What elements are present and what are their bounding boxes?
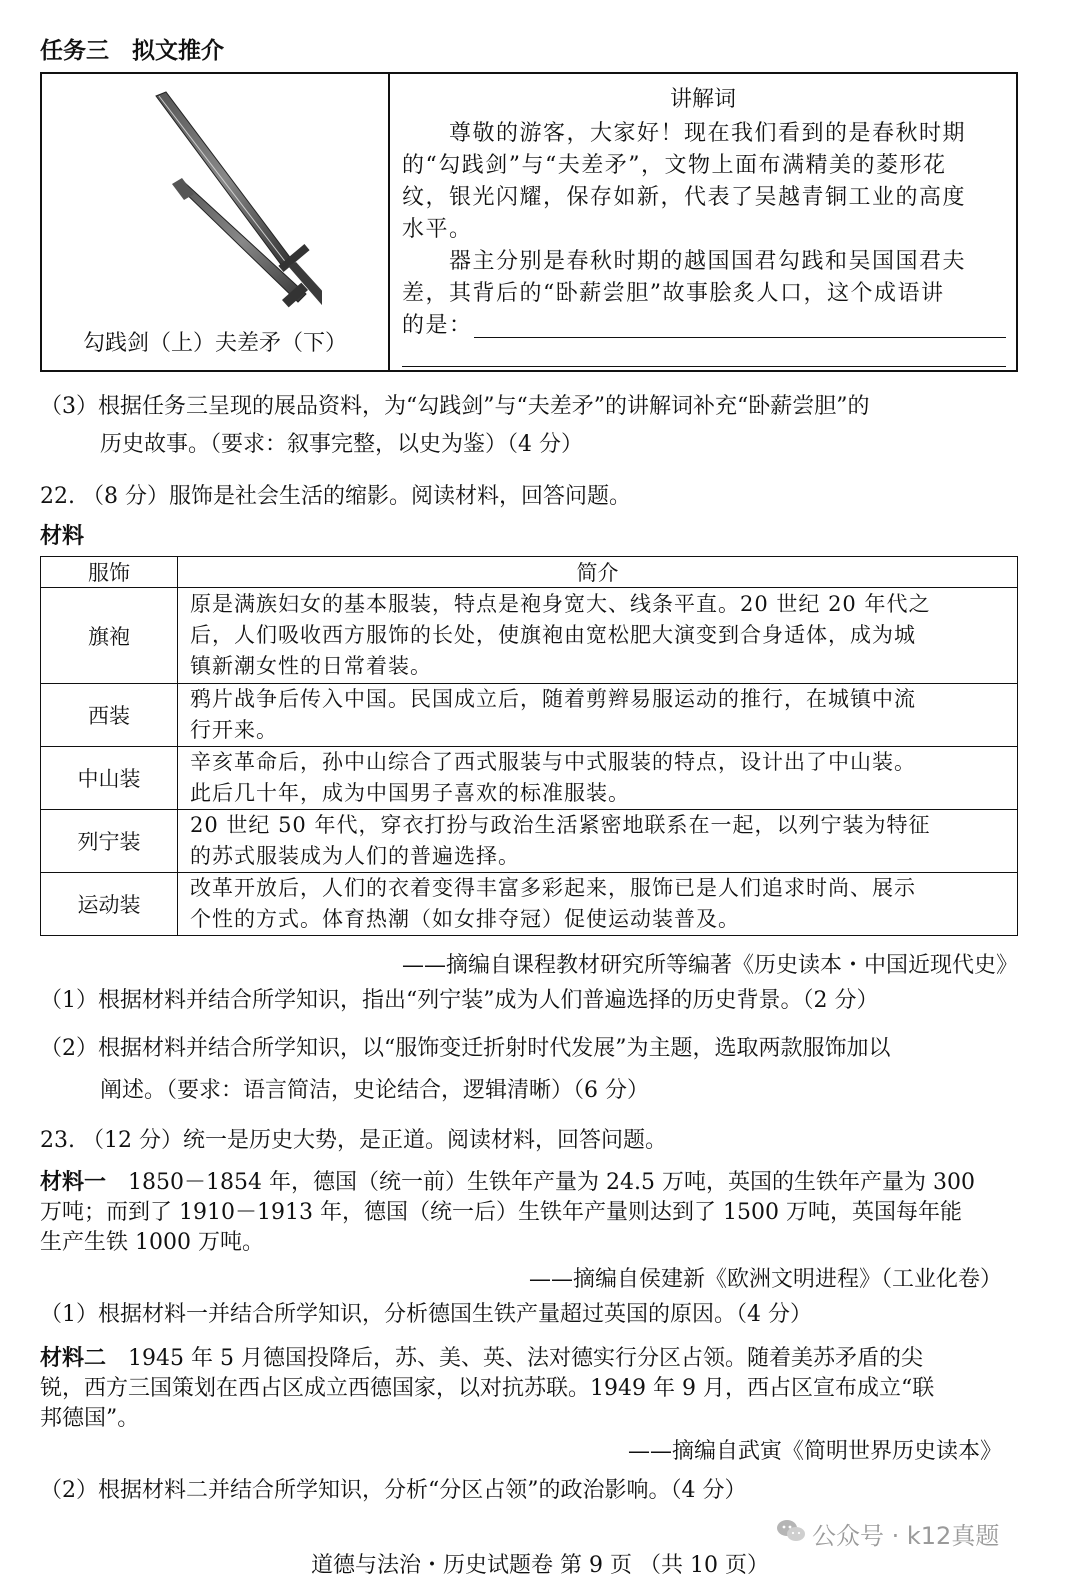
q23-material1-source: ——摘编自侯建新《欧洲文明进程》（工业化卷）	[528, 1267, 1002, 1292]
speech-line: 器主分别是春秋时期的越国国君勾践和吴国国君夫	[402, 249, 967, 274]
speech-line: 尊敬的游客，大家好！现在我们看到的是春秋时期	[402, 121, 967, 146]
wechat-icon	[776, 1518, 806, 1544]
column-header: 服饰	[41, 557, 178, 588]
task3-heading: 任务三 拟文推介	[40, 38, 224, 64]
desc-line: 行开来。	[190, 718, 278, 742]
speech-line: 水平。	[402, 217, 473, 242]
q22-stem: 22. （8 分）服饰是社会生活的缩影。阅读材料，回答问题。	[40, 484, 631, 509]
q23-material1-line1	[40, 1168, 975, 1198]
desc-line: 此后几十年，成为中国男子喜欢的标准服装。	[190, 781, 630, 805]
speech-title: 讲解词	[669, 87, 736, 112]
table-row	[41, 810, 1018, 873]
clothing-name: 中山装	[41, 747, 178, 810]
speech-line: 的“勾践剑”与“夫差矛”，文物上面布满精美的菱形花	[402, 153, 947, 178]
q21-sub3-line1: （3）根据任务三呈现的展品资料，为“勾践剑”与“夫差矛”的讲解词补充“卧薪尝胆”的	[40, 394, 870, 419]
clothing-name: 运动装	[41, 873, 178, 936]
material1-text: 1850－1854 年，德国（统一前）生铁年产量为 24.5 万吨，英国的生铁年产量为 300	[106, 1170, 975, 1195]
q23-material2-line2: 锐，西方三国策划在西占区成立西德国家，以对抗苏联。1949 年 9 月，西占区宣布成立“联	[40, 1376, 935, 1401]
page-footer: 道德与法治・历史试题卷 第 9 页 （共 10 页）	[311, 1553, 769, 1578]
q22-sub2-line2: 阐述。（要求：语言简洁，史论结合，逻辑清晰）（6 分）	[100, 1078, 649, 1103]
desc-line: 改革开放后，人们的衣着变得丰富多彩起来，服饰已是人们追求时尚、展示	[190, 876, 916, 900]
desc-line: 辛亥革命后，孙中山综合了西式服装与中式服装的特点，设计出了中山装。	[190, 750, 916, 774]
desc-line: 的苏式服装成为人们的普遍选择。	[190, 844, 520, 868]
q23-material2-line1	[40, 1344, 923, 1374]
q22-source: ——摘编自课程教材研究所等编著《历史读本・中国近现代史》	[401, 953, 1018, 978]
q22-sub1: （1）根据材料并结合所学知识，指出“列宁装”成为人们普遍选择的历史背景。（2 分）	[40, 988, 879, 1013]
q23-material1-line2: 万吨；而到了 1910－1913 年，德国（统一后）生铁年产量则达到了 1500 万吨，英国每年能	[40, 1200, 962, 1225]
q21-sub3-line2: 历史故事。（要求：叙事完整，以史为鉴）（4 分）	[100, 432, 583, 457]
q23-stem: 23. （12 分）统一是历史大势，是正道。阅读材料，回答问题。	[40, 1128, 667, 1153]
clothing-desc	[178, 873, 1018, 936]
speech-line: 差，其背后的“卧薪尝胆”故事脍炙人口，这个成语讲	[402, 281, 945, 306]
desc-line: 原是满族妇女的基本服装，特点是袍身宽大、线条平直。20 世纪 20 年代之	[190, 592, 931, 616]
q23-sub2: （2）根据材料二并结合所学知识，分析“分区占领”的政治影响。（4 分）	[40, 1478, 747, 1503]
clothing-desc	[178, 747, 1018, 810]
desc-line: 后，人们吸收西方服饰的长处，使旗袍由宽松肥大演变到合身适体，成为城	[190, 623, 916, 647]
clothing-name: 列宁装	[41, 810, 178, 873]
speech-line: 的是：	[402, 313, 473, 338]
clothing-name: 旗袍	[41, 588, 178, 684]
watermark-text: 公众号 · k12真题	[812, 1522, 1000, 1550]
desc-line: 镇新潮女性的日常着装。	[190, 654, 432, 678]
answer-blank-line[interactable]	[402, 366, 1006, 367]
table-row	[41, 588, 1018, 684]
column-header: 简介	[178, 557, 1018, 588]
clothing-name: 西装	[41, 684, 178, 747]
desc-line: 个性的方式。体育热潮（如女排夺冠）促使运动装普及。	[190, 907, 740, 931]
q23-material1-line3: 生产生铁 1000 万吨。	[40, 1230, 264, 1255]
material-label: 材料	[40, 524, 85, 549]
material1-label: 材料一	[40, 1170, 107, 1195]
clothing-desc	[178, 810, 1018, 873]
task3-table	[40, 72, 1018, 372]
q23-material2-line3: 邦德国”。	[40, 1406, 140, 1431]
material2-text: 1945 年 5 月德国投降后，苏、美、英、法对德实行分区占领。随着美苏矛盾的尖	[106, 1346, 923, 1371]
desc-line: 鸦片战争后传入中国。民国成立后，随着剪辫易服运动的推行，在城镇中流	[190, 687, 916, 711]
clothing-table	[40, 556, 1018, 936]
sword-shape	[156, 92, 322, 316]
answer-blank-line[interactable]	[474, 337, 1006, 338]
q23-sub1: （1）根据材料一并结合所学知识，分析德国生铁产量超过英国的原因。（4 分）	[40, 1302, 812, 1327]
q22-sub2-line1: （2）根据材料并结合所学知识，以“服饰变迁折射时代发展”为主题，选取两款服饰加以	[40, 1036, 891, 1061]
artifact-cell	[42, 74, 390, 370]
q23-material2-source: ——摘编自武寅《简明世界历史读本》	[627, 1439, 1002, 1464]
table-row	[41, 684, 1018, 747]
table-header-row	[41, 557, 1018, 588]
speech-cell	[390, 74, 1016, 370]
table-row	[41, 873, 1018, 936]
speech-line: 纹，银光闪耀，保存如新，代表了吴越青铜工业的高度	[402, 185, 967, 210]
desc-line: 20 世纪 50 年代，穿衣打扮与政治生活紧密地联系在一起，以列宁装为特征	[190, 813, 931, 837]
table-row	[41, 747, 1018, 810]
clothing-desc	[178, 588, 1018, 684]
clothing-desc	[178, 684, 1018, 747]
sword-spear-image	[122, 84, 322, 320]
material2-label: 材料二	[40, 1346, 107, 1371]
image-caption: 勾践剑（上）夫差矛（下）	[82, 331, 347, 356]
